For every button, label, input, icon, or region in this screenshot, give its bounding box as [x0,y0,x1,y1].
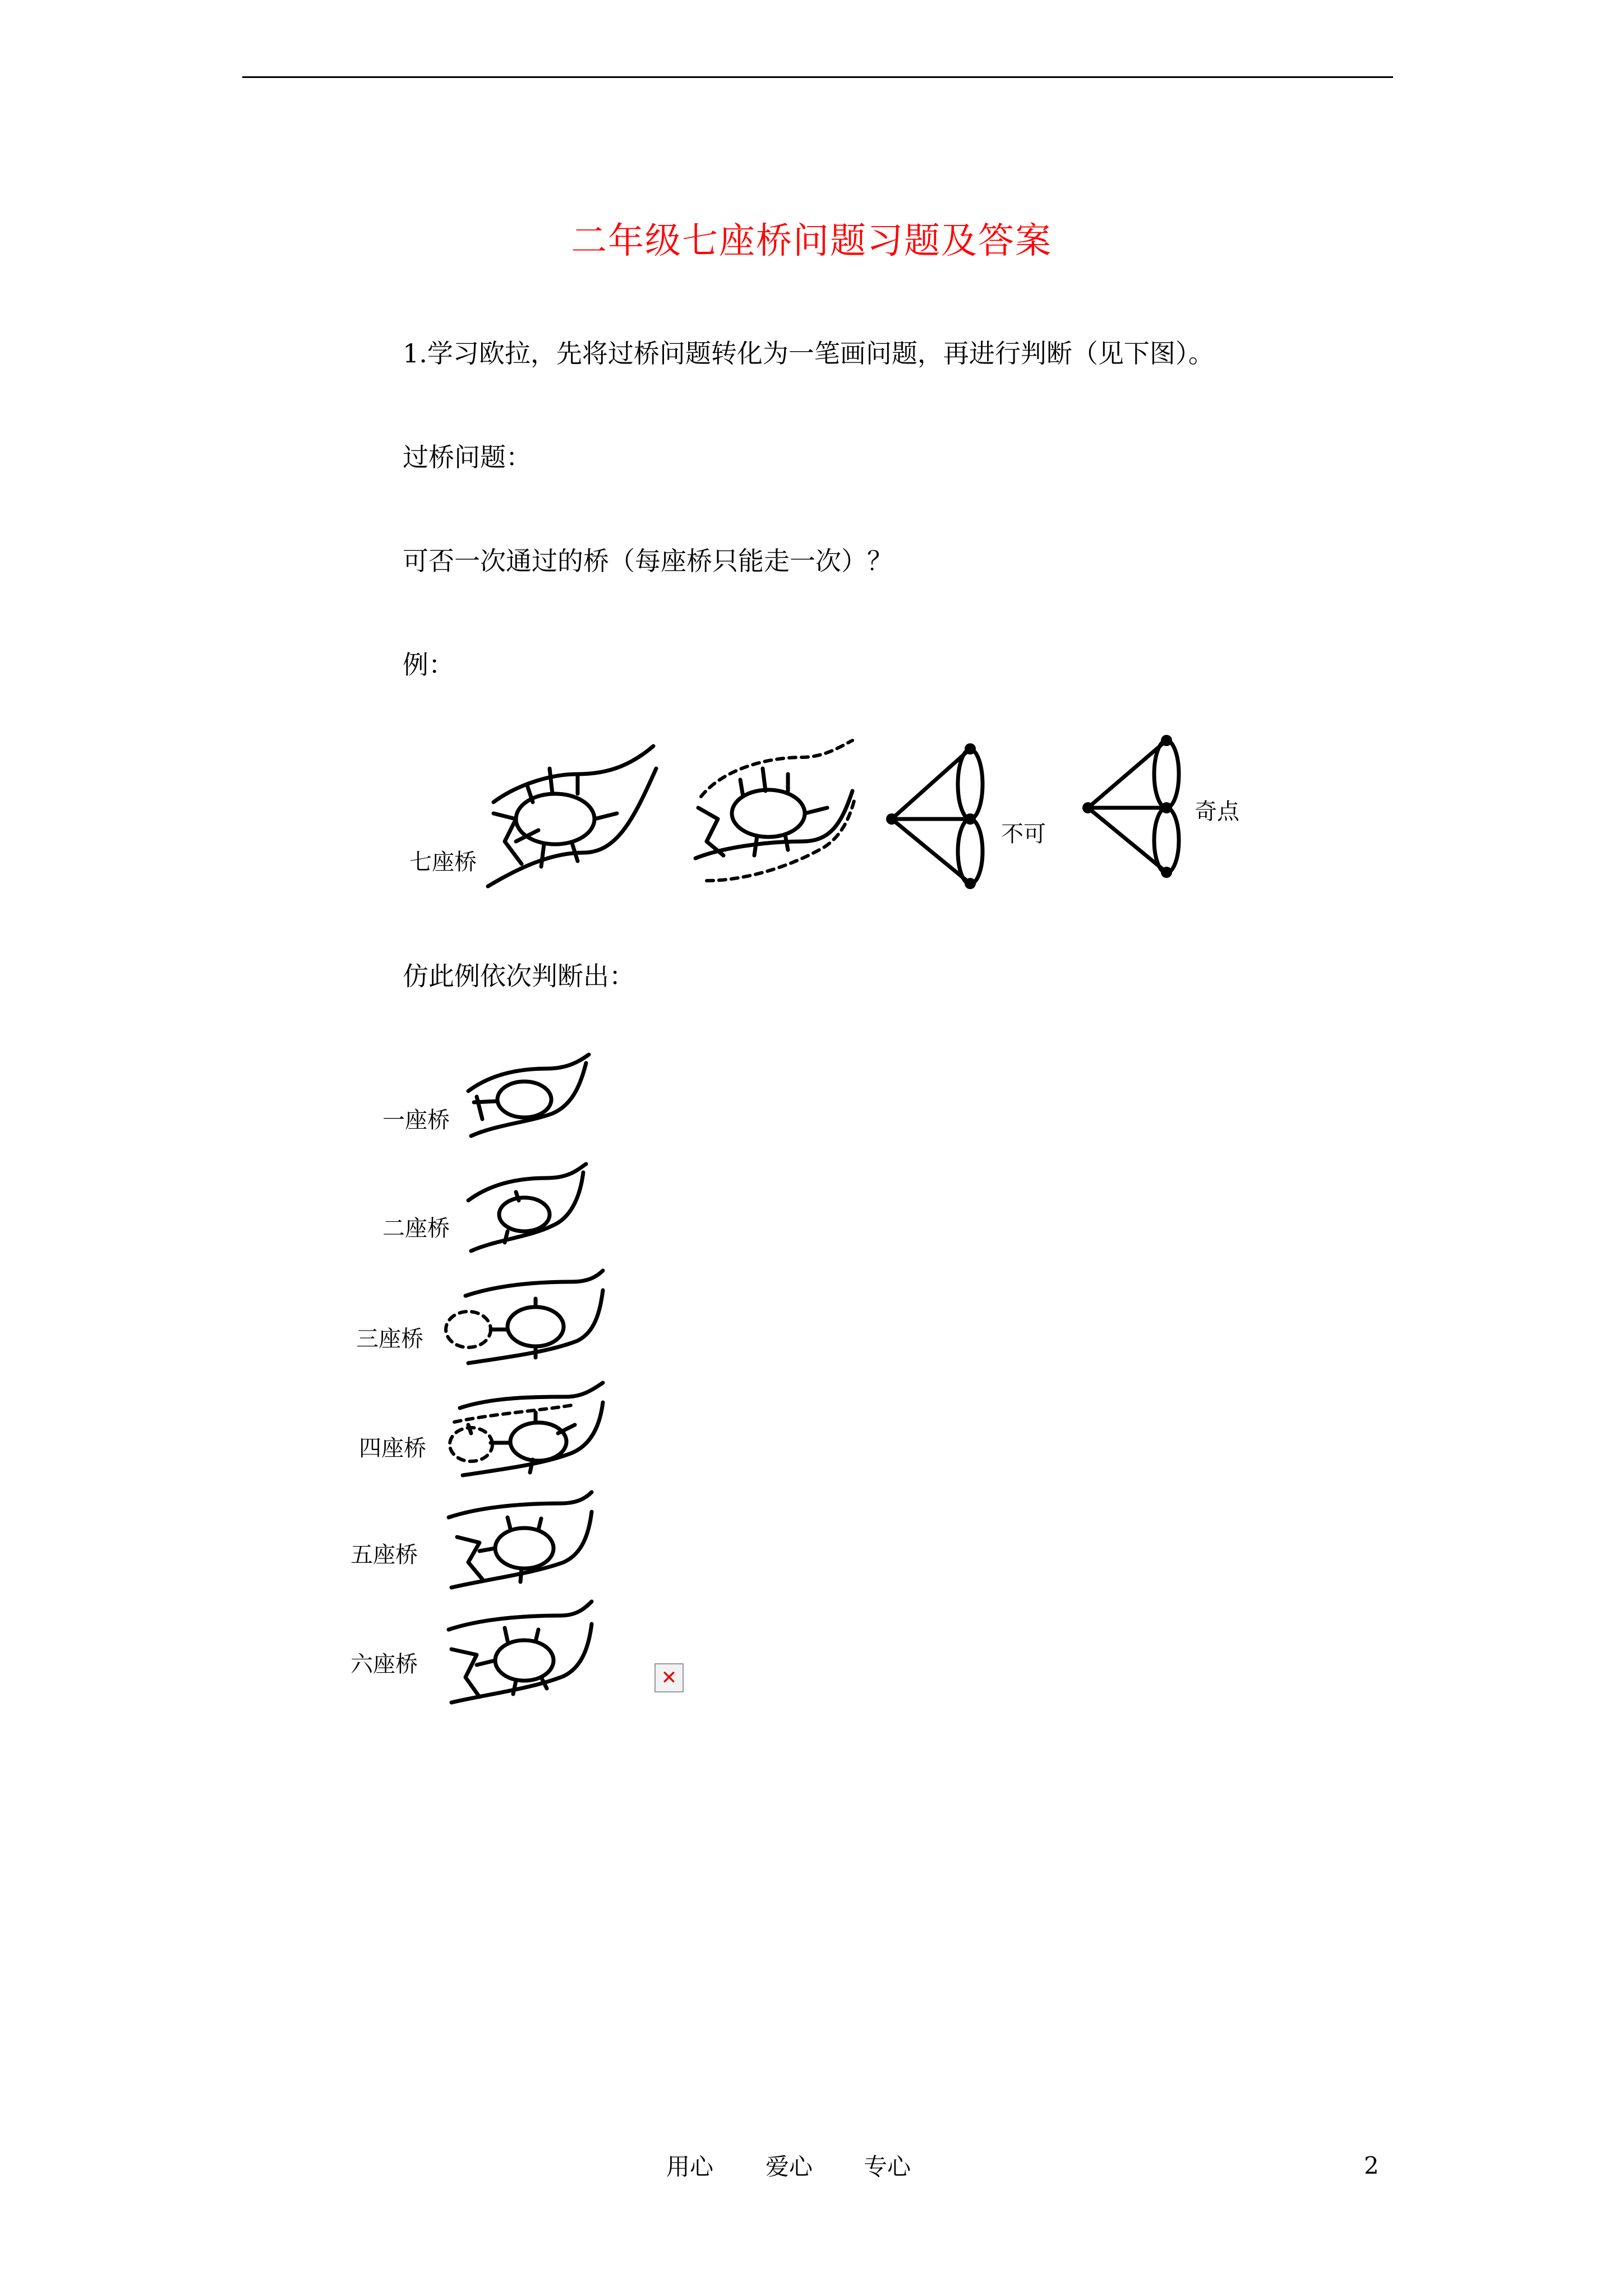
bridge-sketch-1 [463,1052,592,1153]
bridge-label-3: 三座桥 [356,1326,423,1352]
seven-bridges-map [482,740,662,903]
bridge-sketch-2 [463,1161,592,1262]
page-title: 二年级七座桥问题习题及答案 [571,220,1052,262]
page-number: 2 [1364,2152,1379,2179]
bridge-sketch-3 [437,1268,606,1380]
header-rule [242,76,1393,78]
euler-graph-odd-points [1082,735,1195,881]
footer-item-2: 爱心 [766,2153,813,2180]
seven-bridges-dashed-map [690,735,858,898]
example-figure [393,729,1267,909]
footer-item-1: 用心 [666,2153,714,2180]
bridge-label-1: 一座桥 [382,1107,450,1133]
paragraph-instruction: 仿此例依次判断出： [403,961,635,991]
footer-item-3: 专心 [864,2153,911,2180]
odd-points-label: 奇点 [1195,799,1239,825]
not-possible-label: 不可 [1001,821,1046,847]
bridge-sketch-4 [437,1380,606,1492]
bridge-label-4: 四座桥 [359,1435,426,1461]
broken-image-icon: ✕ [654,1663,684,1692]
paragraph-bridge-problem: 过桥问题： [403,442,532,472]
bridge-label-2: 二座桥 [382,1216,450,1241]
paragraph-question: 可否一次通过的桥（每座桥只能走一次）？ [403,546,893,576]
bridge-label-5: 五座桥 [351,1542,418,1568]
paragraph-example: 例： [403,650,454,680]
euler-graph-not-possible [886,740,998,886]
bridge-sketch-6 [426,1599,594,1717]
paragraph-intro: 1.学习欧拉，先将过桥问题转化为一笔画问题，再进行判断（见下图）。 [403,338,1214,369]
seven-bridges-label: 七座桥 [409,849,477,875]
bridge-sketch-5 [426,1489,594,1602]
bridge-label-6: 六座桥 [351,1651,418,1677]
bridge-list [336,1043,673,1717]
